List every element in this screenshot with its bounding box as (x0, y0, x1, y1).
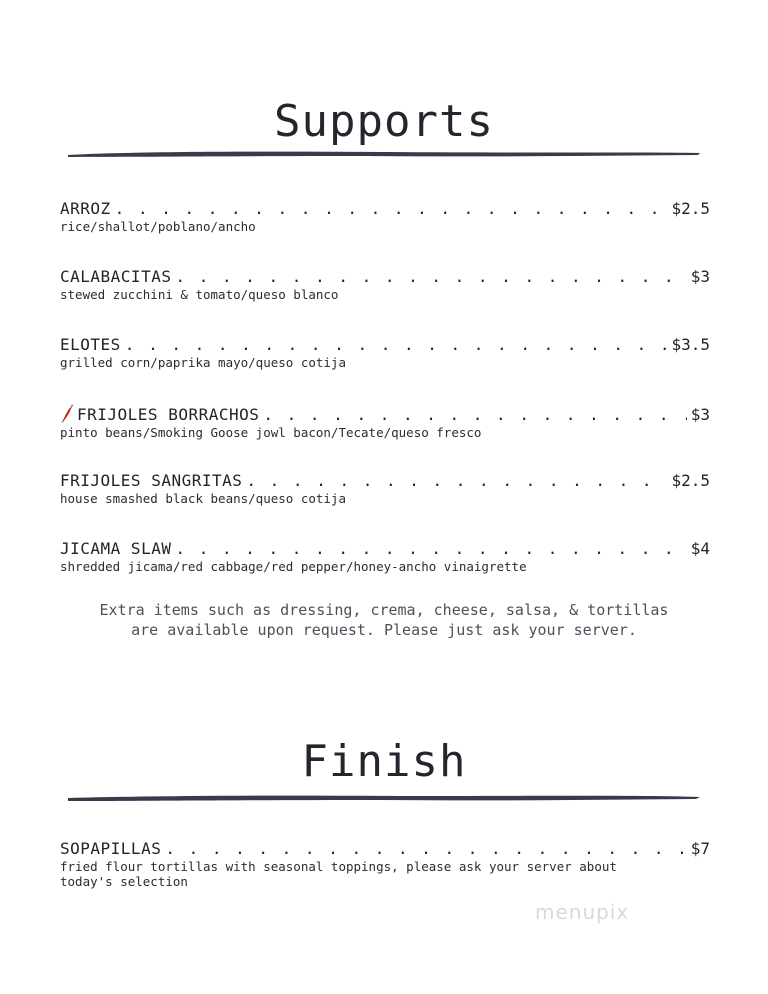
menu-item (60, 404, 710, 440)
dot-leader (125, 336, 668, 354)
item-price: $7 (690, 839, 710, 858)
item-name: ELOTES (60, 335, 121, 354)
menu-item (60, 840, 710, 889)
item-description: house smashed black beans/queso cotija (60, 491, 346, 506)
menu-item (60, 200, 710, 234)
dot-leader (246, 472, 667, 490)
extras-note (0, 600, 768, 640)
item-name: ARROZ (60, 199, 111, 218)
item-price: $2.5 (671, 199, 710, 218)
menu-item (60, 268, 710, 302)
item-description: pinto beans/Smoking Goose jowl bacon/Tecate/queso fresco (60, 425, 482, 440)
section-title-finish: Finish (301, 736, 467, 787)
note-line: are available upon request. Please just ask your server. (131, 621, 637, 639)
note-line: Extra items such as dressing, crema, cheese, salsa, & tortillas (99, 601, 669, 619)
item-price: $3 (690, 405, 710, 424)
item-description: shredded jicama/red cabbage/red pepper/honey-ancho vinaigrette (60, 559, 527, 574)
item-name: FRIJOLES BORRACHOS (60, 404, 259, 424)
section-title-supports: Supports (274, 96, 494, 147)
brush-divider (68, 794, 700, 802)
dot-leader (165, 840, 686, 858)
item-price: $3 (690, 267, 710, 286)
item-description: stewed zucchini & tomato/queso blanco (60, 287, 339, 302)
menu-item (60, 540, 710, 574)
dot-leader (263, 406, 686, 424)
item-description: fried flour tortillas with seasonal toppings, please ask your server about today's selection (60, 859, 617, 889)
chili-pepper-icon (60, 404, 74, 424)
brush-divider (68, 150, 700, 158)
item-name: SOPAPILLAS (60, 839, 162, 858)
dot-leader (115, 200, 668, 218)
item-description: rice/shallot/poblano/ancho (60, 219, 256, 234)
menu-item (60, 336, 710, 370)
item-price: $2.5 (671, 471, 710, 490)
item-name: CALABACITAS (60, 267, 172, 286)
watermark-logo: menupix (535, 900, 630, 924)
item-price: $4 (690, 539, 710, 558)
item-description: grilled corn/paprika mayo/queso cotija (60, 355, 346, 370)
item-name: FRIJOLES SANGRITAS (60, 471, 243, 490)
item-name: JICAMA SLAW (60, 539, 172, 558)
item-price: $3.5 (671, 335, 710, 354)
menu-item (60, 472, 710, 506)
dot-leader (175, 268, 686, 286)
dot-leader (175, 540, 686, 558)
